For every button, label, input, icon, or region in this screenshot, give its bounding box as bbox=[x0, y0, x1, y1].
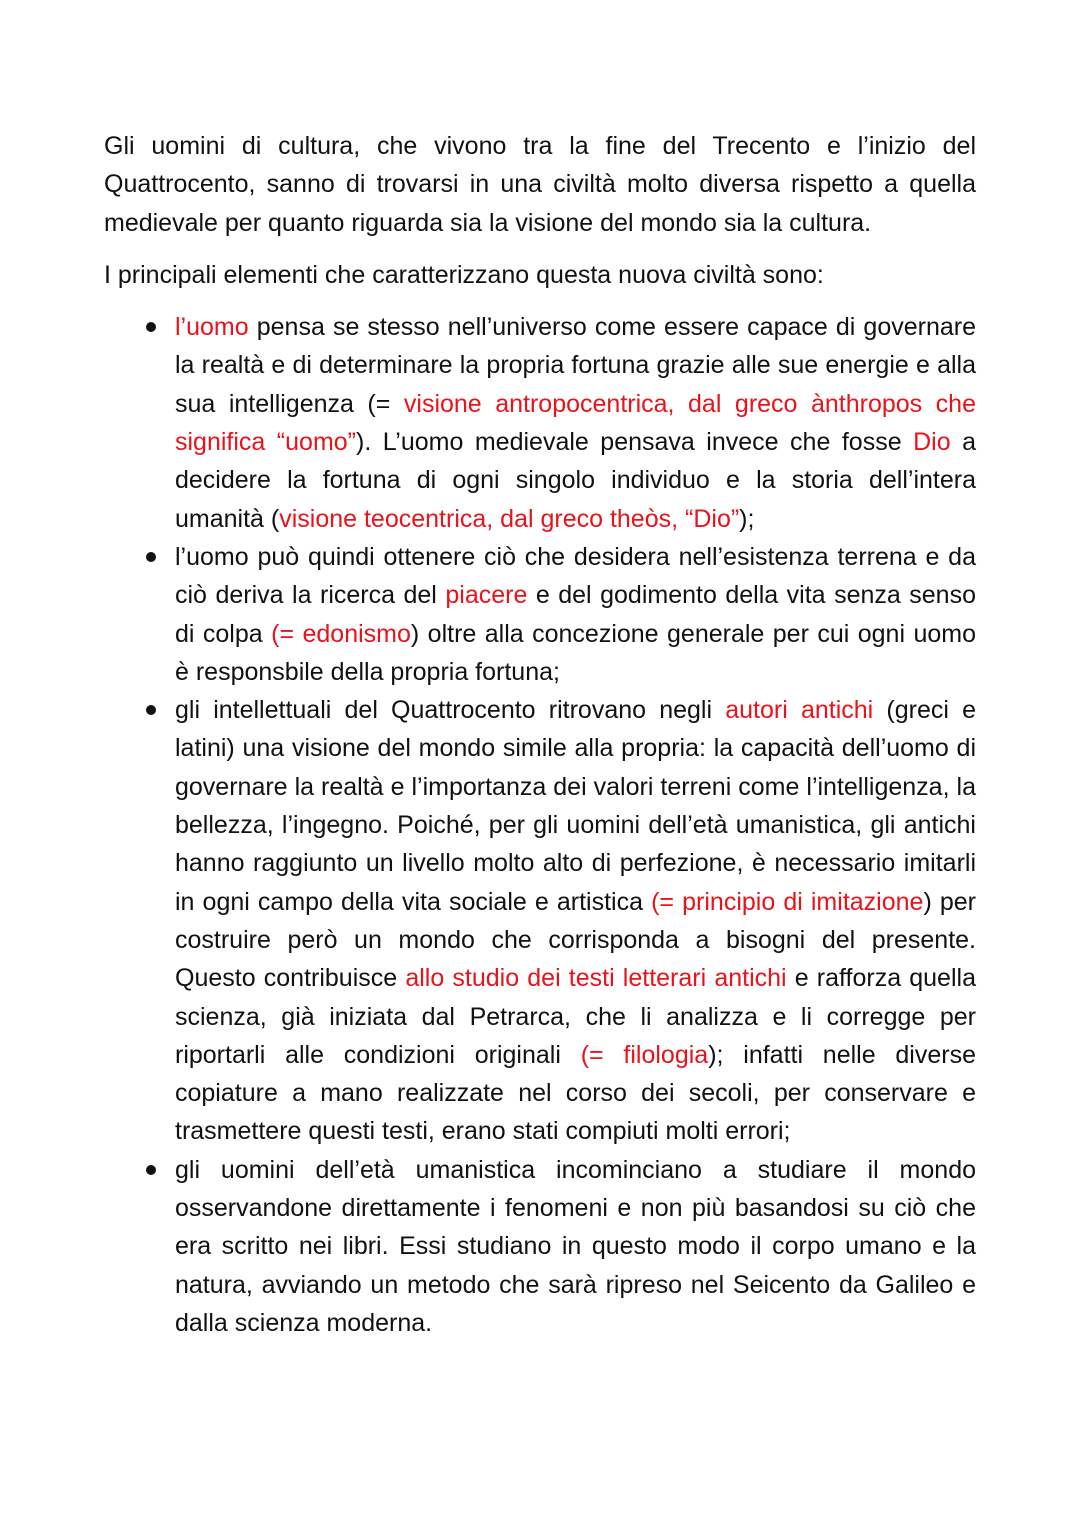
list-intro: I principali elementi che caratterizzano questa nuova civiltà sono: bbox=[104, 260, 824, 289]
highlight-autori-antichi: autori antichi bbox=[725, 696, 874, 725]
bullet-dot-icon bbox=[146, 322, 156, 332]
highlight-uomo: l’uomo bbox=[175, 313, 249, 342]
highlight-dio: Dio bbox=[913, 428, 951, 457]
text-segment: pensa se stesso nell’universo come essere capace di governare la realtà e di determinare la propria fortuna grazie alle sue energie e alla sua intelligenza (= bbox=[175, 313, 976, 418]
text-segment: ) oltre alla concezione generale per cui ogni uomo è responsbile della propria fortuna; bbox=[175, 619, 976, 686]
intro-paragraph: Gli uomini di cultura, che vivono tra la fine del Trecento e l’inizio del Quattrocento, sanno di trovarsi in una civiltà molto diversa rispetto a quella medievale per quanto riguarda sia la visione del mondo sia la cultura. bbox=[104, 132, 976, 237]
text-segment: gli intellettuali del Quattrocento ritrovano negli bbox=[175, 696, 726, 725]
text-segment: (greci e latini) una visione del mondo simile alla propria: la capacità dell’uomo di governare la realtà e l’importanza dei valori terreni come l’intelligenza, la bellezza, l’ingegno. Poiché, per gli uomini dell’età umanistica, gli antichi hanno raggiunto un livello molto alto di perfezione, è necessario imitarli in ogni campo della vita sociale e artistica bbox=[175, 696, 977, 916]
list-item bbox=[175, 1151, 976, 1342]
highlight-filologia: (= filologia bbox=[580, 1040, 709, 1069]
text-segment: e rafforza quella scienza, già iniziata dal Petrarca, che li analizza e li corregge per riportarli alle condizioni originali bbox=[175, 964, 976, 1069]
bullet-dot-icon bbox=[146, 705, 156, 715]
document-page bbox=[104, 127, 976, 1342]
text-segment: e del godimento della vita senza senso di colpa bbox=[175, 581, 976, 648]
highlight-visione-teocentrica: visione teocentrica, dal greco theòs, “Dio” bbox=[279, 504, 740, 533]
text-segment: ). L’uomo medievale pensava invece che fosse bbox=[356, 428, 914, 457]
text-segment: gli uomini dell’età umanistica incominciano a studiare il mondo osservandone direttamente i fenomeni e non più basandosi su ciò che era scritto nei libri. Essi studiano in questo modo il corpo umano e la natura, avviando un metodo che sarà ripreso nel Seicento da Galileo e dalla scienza moderna. bbox=[175, 1155, 976, 1337]
highlight-studio-testi-antichi: allo studio dei testi letterari antichi bbox=[405, 964, 787, 993]
text-segment: ); bbox=[739, 504, 755, 533]
highlight-edonismo: (= edonismo bbox=[271, 619, 411, 648]
highlight-principio-di-imitazione: (= principio di imitazione bbox=[651, 887, 924, 916]
list-item bbox=[175, 538, 976, 691]
text-segment: ); infatti nelle diverse copiature a mano realizzate nel corso dei secoli, per conservare e trasmettere questi testi, erano stati compiuti molti errori; bbox=[175, 1040, 976, 1146]
bullet-dot-icon bbox=[146, 552, 156, 562]
elements-list bbox=[104, 308, 976, 1342]
list-item bbox=[175, 308, 976, 538]
list-item bbox=[175, 691, 976, 1151]
highlight-piacere: piacere bbox=[445, 581, 528, 610]
bullet-dot-icon bbox=[146, 1165, 156, 1175]
text-segment: l’uomo può quindi ottenere ciò che desidera nell’esistenza terrena e da ciò deriva la ricerca del bbox=[175, 542, 976, 610]
text-segment: ) per costruire però un mondo che corrisponda a bisogni del presente. Questo contribuisce bbox=[175, 887, 976, 993]
text-segment: a decidere la fortuna di ogni singolo individuo e la storia dell’intera umanità ( bbox=[175, 428, 976, 533]
highlight-visione-antropocentrica: visione antropocentrica, dal greco ànthropos che significa “uomo” bbox=[175, 389, 976, 457]
